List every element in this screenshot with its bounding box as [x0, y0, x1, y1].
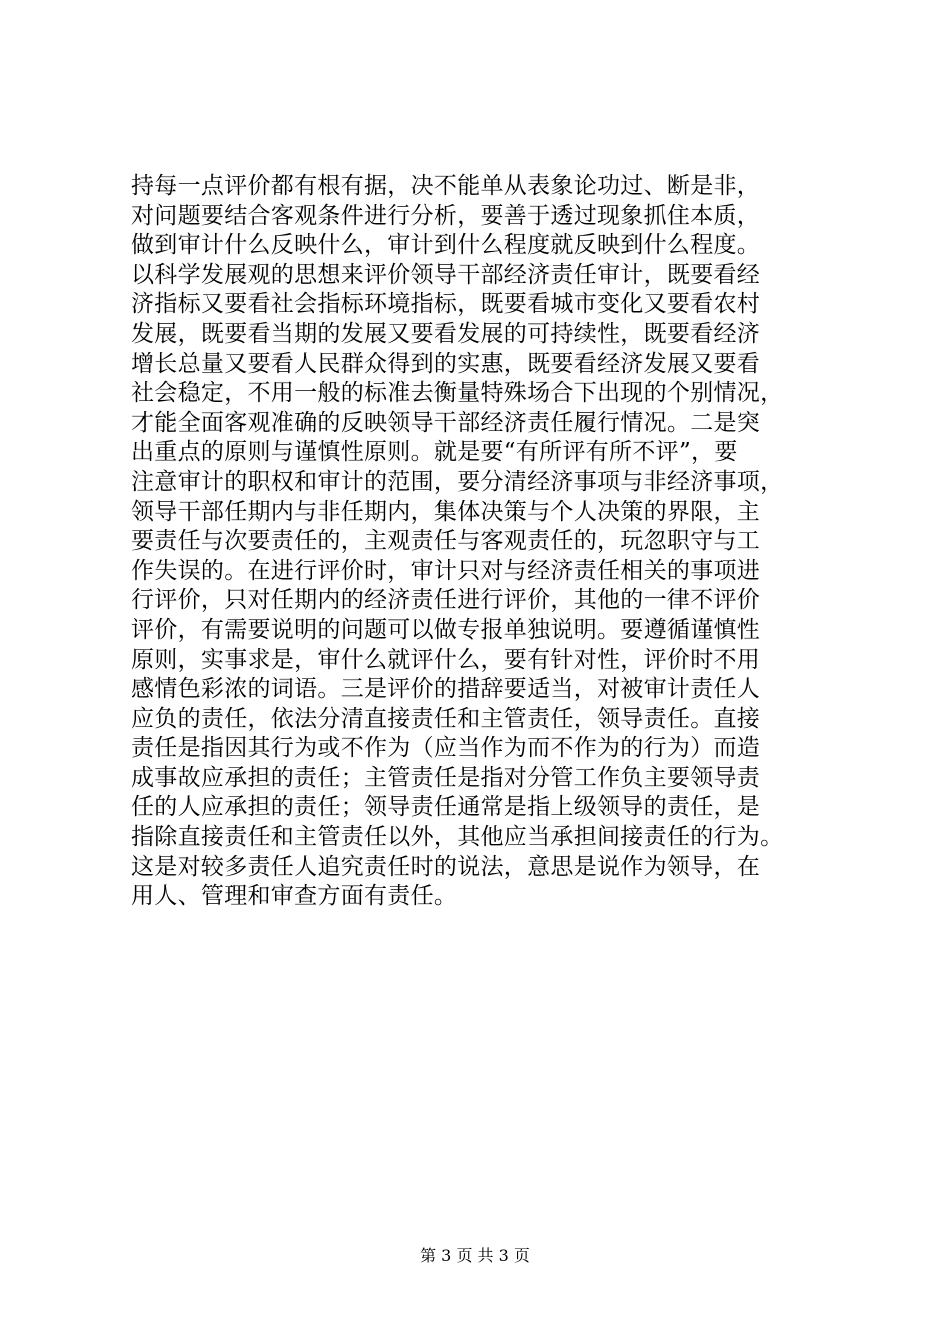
text-line: 感情色彩浓的词语。三是评价的措辞要适当，对被审计责任人 — [131, 676, 761, 703]
text-line: 出重点的原则与谨慎性原则。就是要“有所评有所不评”，要 — [131, 439, 738, 466]
text-line: 评价，有需要说明的问题可以做专报单独说明。要遵循谨慎性 — [131, 616, 761, 643]
text-line: 行评价，只对任期内的经济责任进行评价，其他的一律不评价 — [131, 587, 761, 614]
text-line: 持每一点评价都有根有据，决不能单从表象论功过、断是非， — [131, 173, 761, 199]
text-line: 对问题要结合客观条件进行分析，要善于透过现象抓住本质， — [131, 202, 761, 229]
text-line: 作失误的。在进行评价时，审计只对与经济责任相关的事项进 — [131, 557, 761, 584]
text-line: 任的人应承担的责任；领导责任通常是指上级领导的责任，是 — [131, 794, 761, 821]
text-line: 要责任与次要责任的，主观责任与客观责任的，玩忽职守与工 — [131, 528, 761, 555]
text-line: 注意审计的职权和审计的范围，要分清经济事项与非经济事项， — [131, 468, 784, 495]
text-line: 发展，既要看当期的发展又要看发展的可持续性，既要看经济 — [131, 320, 761, 347]
text-line: 才能全面客观准确的反映领导干部经济责任履行情况。二是突 — [131, 409, 761, 436]
text-line: 指除直接责任和主管责任以外，其他应当承担间接责任的行为。 — [131, 824, 784, 851]
text-line: 成事故应承担的责任；主管责任是指对分管工作负主要领导责 — [131, 764, 761, 791]
text-line: 责任是指因其行为或不作为（应当作为而不作为的行为）而造 — [131, 735, 761, 762]
text-line: 做到审计什么反映什么，审计到什么程度就反映到什么程度。 — [131, 232, 761, 259]
text-line: 这是对较多责任人追究责任时的说法，意思是说作为领导，在 — [131, 853, 761, 880]
text-line: 应负的责任，依法分清直接责任和主管责任，领导责任。直接 — [131, 705, 761, 732]
text-line: 增长总量又要看人民群众得到的实惠，既要看经济发展又要看 — [131, 350, 761, 377]
text-line: 以科学发展观的思想来评价领导干部经济责任审计，既要看经 — [131, 261, 761, 288]
page-number-footer: 第 3 页 共 3 页 — [420, 1246, 530, 1265]
text-line: 用人、管理和审查方面有责任。 — [131, 883, 458, 910]
text-line: 原则，实事求是，审什么就评什么，要有针对性，评价时不用 — [131, 646, 761, 673]
text-line: 领导干部任期内与非任期内，集体决策与个人决策的界限，主 — [131, 498, 761, 525]
text-line: 济指标又要看社会指标环境指标，既要看城市变化又要看农村 — [131, 291, 761, 318]
body-text — [131, 172, 851, 912]
text-line: 社会稳定，不用一般的标准去衡量特殊场合下出现的个别情况， — [131, 380, 784, 407]
